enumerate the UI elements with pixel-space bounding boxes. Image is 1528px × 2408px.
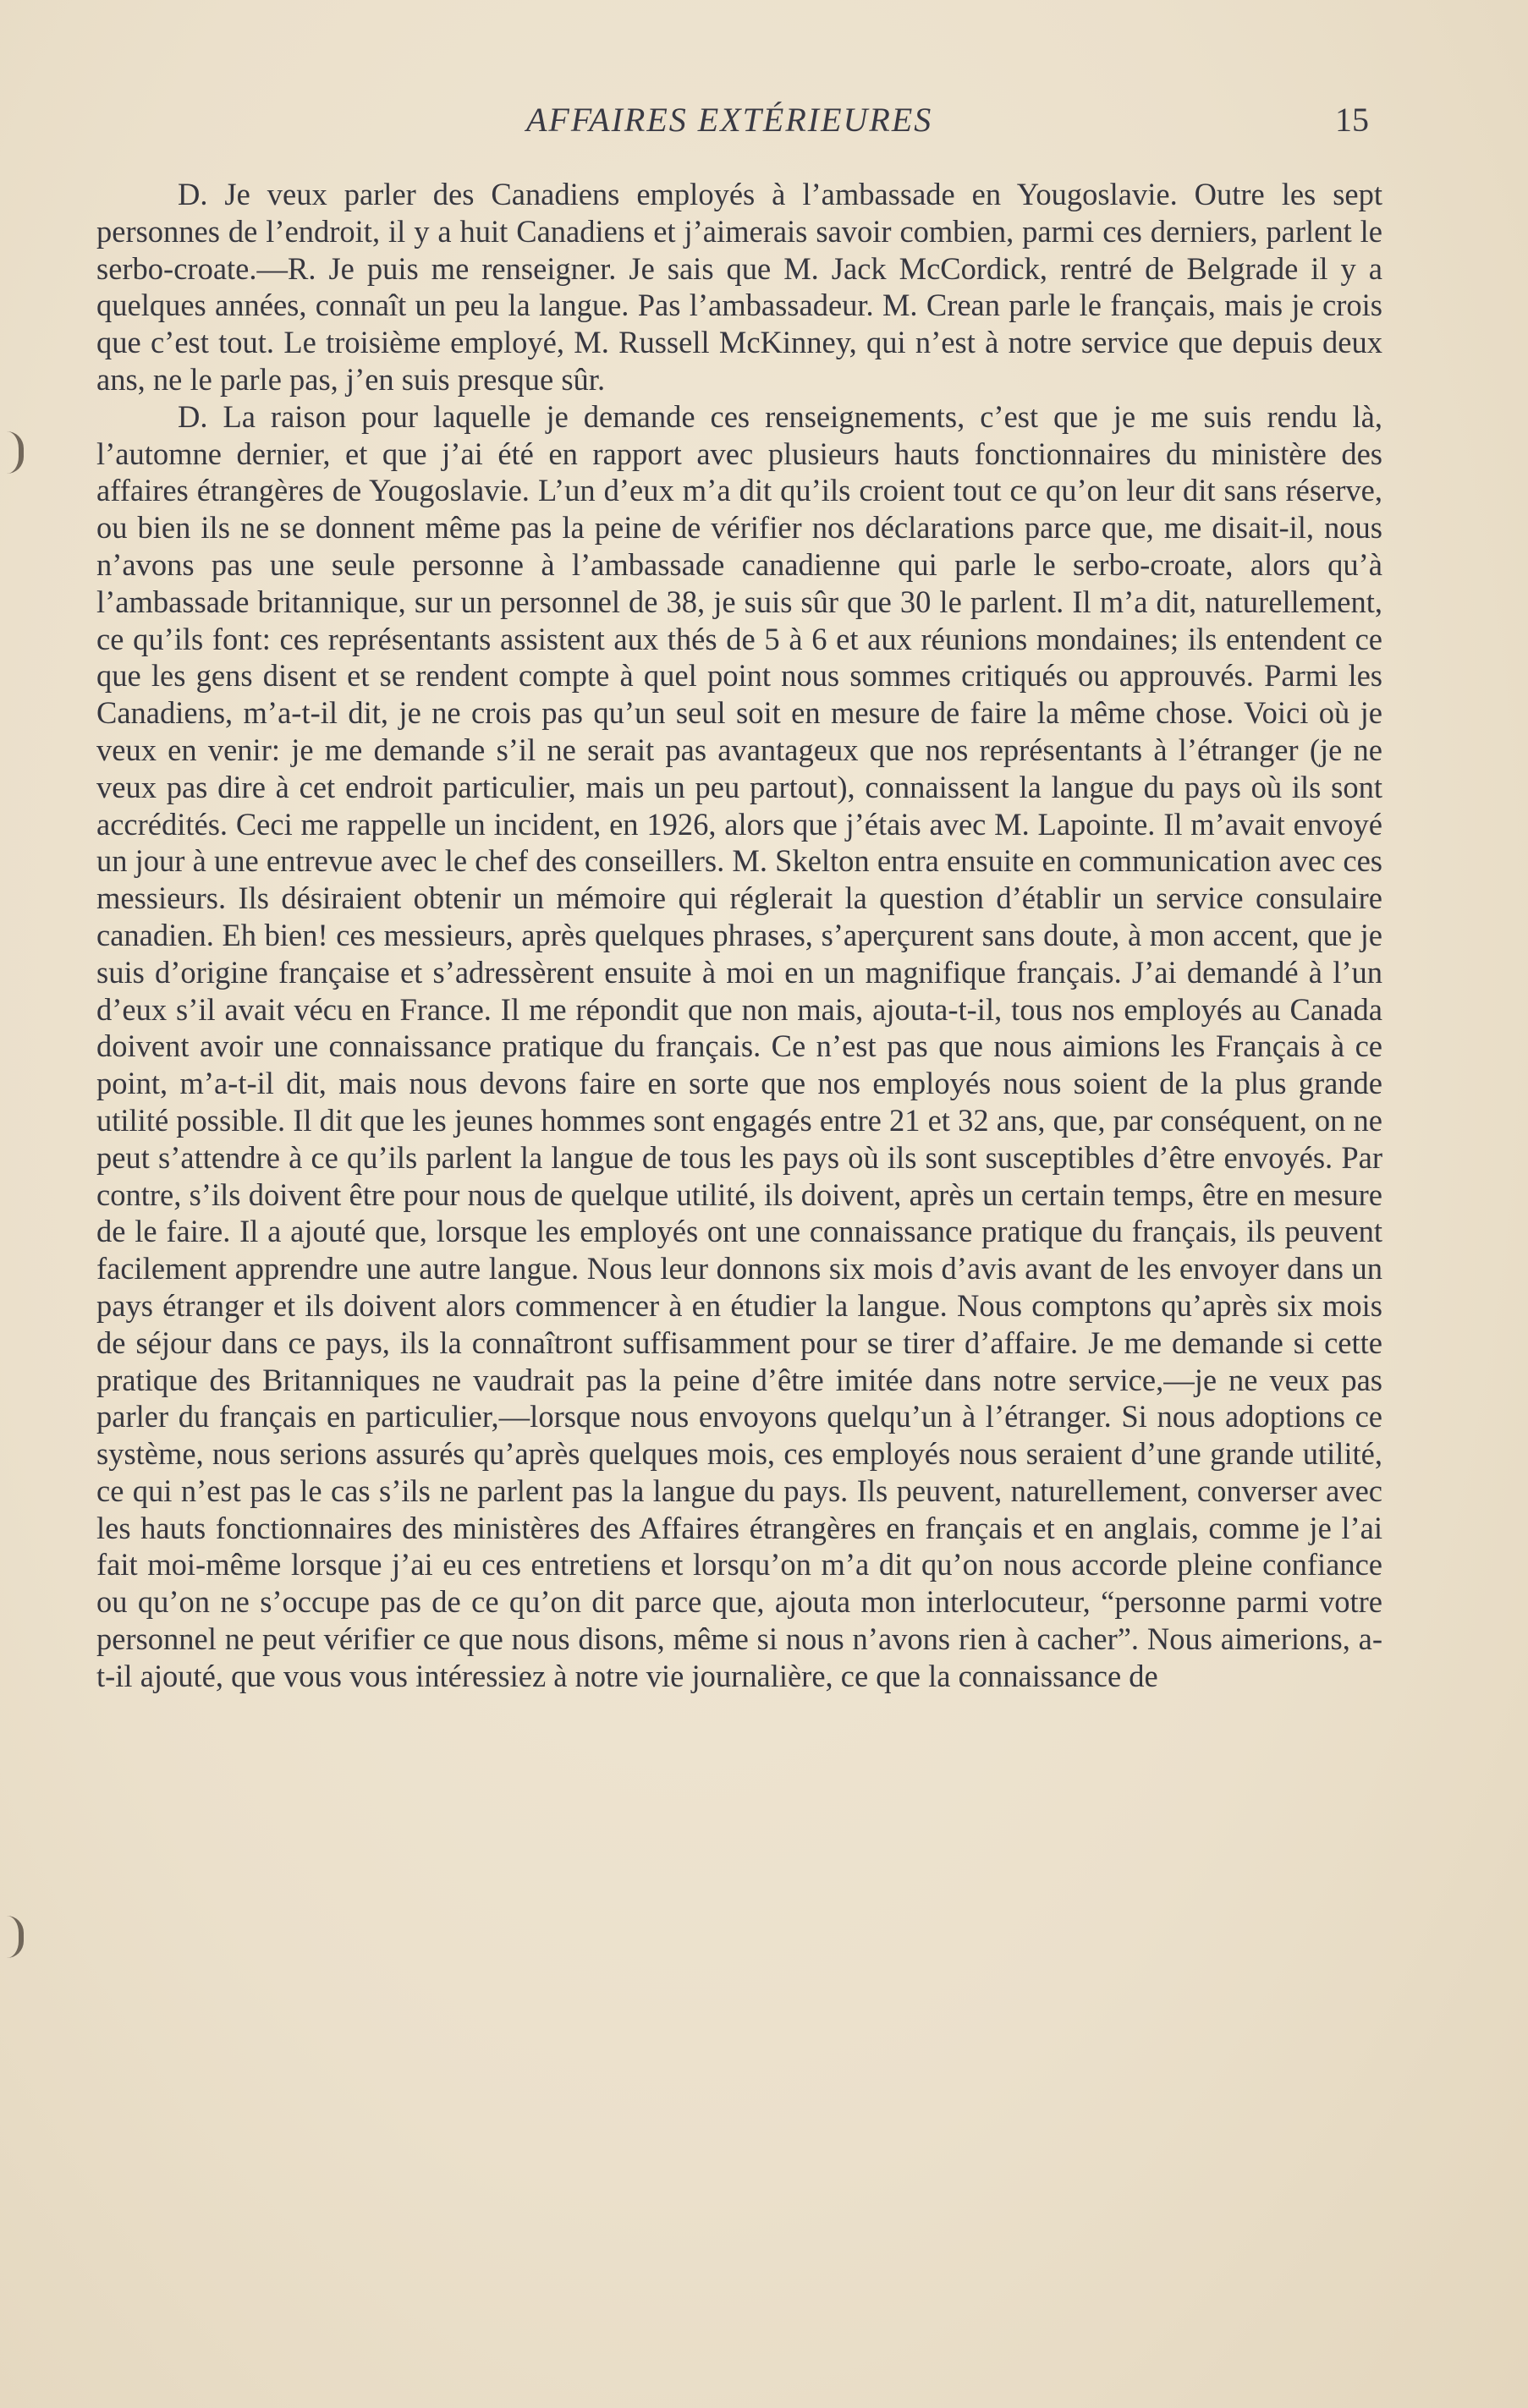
page-number: 15 — [1335, 101, 1369, 139]
page-header — [0, 100, 1528, 151]
body-text — [96, 176, 1382, 1695]
margin-bracket-mark — [7, 1916, 24, 1958]
paragraph-question-2: D. La raison pour laquelle je demande ces renseignements, c’est que je me suis rendu là, l’automne dernier, et que j’ai été en rapport avec plusieurs hauts fonctionnaires du ministère des affaires étrangères de Yougoslavie. L’un d’eux m’a dit qu’ils croient tout ce qu’on leur dit sans réserve, ou bien ils ne se donnent même pas la peine de vérifier nos déclarations parce que, me disait-il, nous n’avons pas une seule personne à l’ambassade canadienne qui parle le serbo-croate, alors qu’à l’ambassade britannique, sur un personnel de 38, je suis sûr que 30 le parlent. Il m’a dit, naturellement, ce qu’ils font: ces représentants assistent aux thés de 5 à 6 et aux réunions mondaines; ils entendent ce que les gens disent et se rendent compte à quel point nous sommes critiqués ou approuvés. Parmi les Canadiens, m’a-t-il dit, je ne crois pas qu’un seul soit en mesure de faire la même chose. Voici où je veux en venir: je me demande s’il ne serait pas avantageux que nos représentants à l’étranger (je ne veux pas dire à cet endroit particulier, mais un peu partout), connaissent la langue du pays où ils sont accrédités. Ceci me rappelle un incident, en 1926, alors que j’étais avec M. Lapointe. Il m’avait envoyé un jour à une entrevue avec le chef des conseillers. M. Skelton entra ensuite en communication avec ces messieurs. Ils désiraient obtenir un mémoire qui réglerait la question d’établir un service consulaire canadien. Eh bien! ces messieurs, après quelques phrases, s’aperçurent sans doute, à mon accent, que je suis d’origine française et s’adressèrent ensuite à moi en un magnifique français. J’ai demandé à l’un d’eux s’il avait vécu en France. Il me répondit que non mais, ajouta-t-il, tous nos employés au Canada doivent avoir une connaissance pratique du français. Ce n’est pas que nous aimions les Français à ce point, m’a-t-il dit, mais nous devons faire en sorte que nos employés nous soient de la plus grande utilité possible. Il dit que les jeunes hommes sont engagés entre 21 et 32 ans, que, par conséquent, on ne peut s’attendre à ce qu’ils parlent la langue de tous les pays où ils sont susceptibles d’être envoyés. Par contre, s’ils doivent être pour nous de quelque utilité, ils doivent, après un certain temps, être en mesure de le faire. Il a ajouté que, lorsque les employés ont une connaissance pratique du français, ils peuvent facilement apprendre une autre langue. Nous leur donnons six mois d’avis avant de les envoyer dans un pays étranger et ils doivent alors commencer à en étudier la langue. Nous comptons qu’après six mois de séjour dans ce pays, ils la connaîtront suffisamment pour se tirer d’affaire. Je me demande si cette pratique des Britanniques ne vaudrait pas la peine d’être imitée dans notre service,—je ne veux pas parler du français en particulier,—lorsque nous envoyons quelqu’un à l’étranger. Si nous adoptions ce système, nous serions assurés qu’après quelques mois, ces employés nous seraient d’une grande utilité, ce qui n’est pas le cas s’ils ne parlent pas la langue du pays. Ils peuvent, naturellement, converser avec les hauts fonctionnaires des ministères des Affaires étrangères en français et en anglais, comme je l’ai fait moi-même lorsque j’ai eu ces entretiens et lorsqu’on m’a dit qu’on nous accorde pleine confiance ou qu’on ne s’occupe pas de ce qu’on dit parce que, ajouta mon interlocuteur, “personne parmi votre personnel ne peut vérifier ce que nous disons, même si nous n’avons rien à cacher”. Nous aimerions, a-t-il ajouté, que vous vous intéressiez à notre vie journalière, ce que la connaissance de — [96, 398, 1382, 1693]
margin-bracket-mark — [7, 431, 24, 474]
paragraph-question-1: D. Je veux parler des Canadiens employés à l’ambassade en Yougoslavie. Outre les sept personnes de l’endroit, il y a huit Canadiens et j’aimerais savoir combien, parmi ces derniers, parlent le serbo-croate.—R. Je puis me renseigner. Je sais que M. Jack McCordick, rentré de Belgrade il y a quelques années, connaît un peu la langue. Pas l’ambassadeur. M. Crean parle le français, mais je crois que c’est tout. Le troisième employé, M. Russell McKinney, qui n’est à notre service que depuis deux ans, ne le parle pas, j’en suis presque sûr. — [96, 177, 1382, 397]
running-title: AFFAIRES EXTÉRIEURES — [526, 101, 933, 139]
